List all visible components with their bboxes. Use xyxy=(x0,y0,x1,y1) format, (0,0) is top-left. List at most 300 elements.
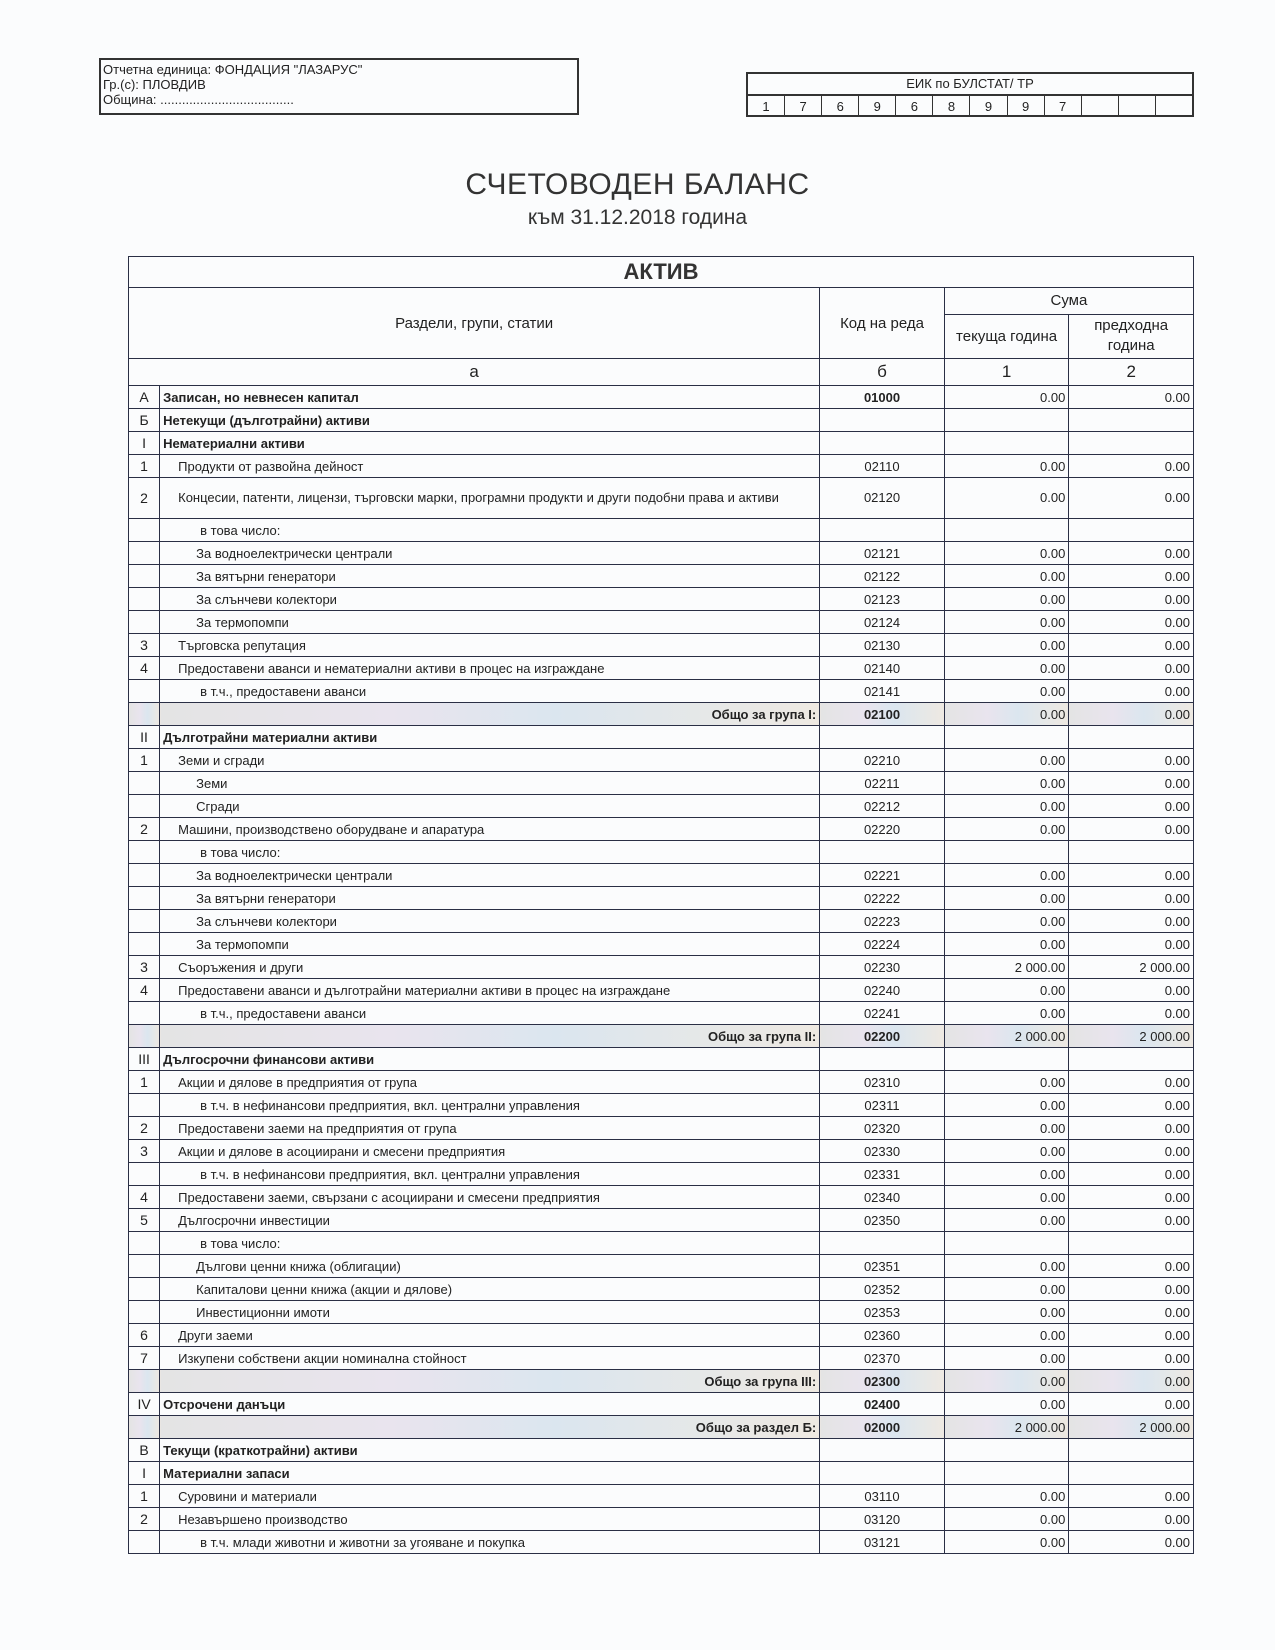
current-year-value xyxy=(944,841,1069,864)
current-year-value: 0.00 xyxy=(944,1209,1069,1232)
row-label: в това число: xyxy=(160,841,820,864)
row-label: в т.ч. млади животни и животни за угояване и покупка xyxy=(160,1531,820,1554)
row-label: За водноелектрически централи xyxy=(160,864,820,887)
eik-digit: 6 xyxy=(822,96,859,117)
row-label: Материални запаси xyxy=(160,1462,820,1485)
row-number xyxy=(129,1301,160,1324)
previous-year-value: 0.00 xyxy=(1069,864,1194,887)
document-title: СЧЕТОВОДЕН БАЛАНС xyxy=(465,168,810,201)
current-year-value: 0.00 xyxy=(944,703,1069,726)
row-number: 2 xyxy=(129,478,160,519)
current-year-value xyxy=(944,432,1069,455)
table-row xyxy=(129,386,1194,409)
row-code: 02352 xyxy=(820,1278,945,1301)
row-number xyxy=(129,1094,160,1117)
current-year-value: 2 000.00 xyxy=(944,956,1069,979)
row-label: Акции и дялове в предприятия от група xyxy=(160,1071,820,1094)
table-row xyxy=(129,611,1194,634)
eik-digit: 8 xyxy=(933,96,970,117)
row-code: 02360 xyxy=(820,1324,945,1347)
current-year-value xyxy=(944,409,1069,432)
row-number xyxy=(129,864,160,887)
row-label: в т.ч., предоставени аванси xyxy=(160,680,820,703)
table-row xyxy=(129,1255,1194,1278)
row-label: Сгради xyxy=(160,795,820,818)
row-label: За вятърни генератори xyxy=(160,565,820,588)
city-name: ПЛОВДИВ xyxy=(142,77,206,92)
current-year-value xyxy=(944,1232,1069,1255)
table-row xyxy=(129,455,1194,478)
current-year-value: 0.00 xyxy=(944,979,1069,1002)
previous-year-value: 0.00 xyxy=(1069,1094,1194,1117)
row-label: в т.ч. в нефинансови предприятия, вкл. централни управления xyxy=(160,1163,820,1186)
current-year-value: 0.00 xyxy=(944,455,1069,478)
table-row xyxy=(129,1071,1194,1094)
city-line: Гр.(с): ПЛОВДИВ xyxy=(103,77,206,92)
table-row xyxy=(129,1347,1194,1370)
row-code xyxy=(820,519,945,542)
previous-year-value: 0.00 xyxy=(1069,634,1194,657)
eik-box xyxy=(746,72,1194,117)
row-number xyxy=(129,565,160,588)
row-label: Предоставени аванси и нематериални активи в процес на изграждане xyxy=(160,657,820,680)
previous-year-value: 0.00 xyxy=(1069,749,1194,772)
row-number: 3 xyxy=(129,956,160,979)
row-number xyxy=(129,1416,160,1439)
row-code: 02400 xyxy=(820,1393,945,1416)
row-code: 02130 xyxy=(820,634,945,657)
previous-year-value: 0.00 xyxy=(1069,611,1194,634)
table-row xyxy=(129,1048,1194,1071)
table-row xyxy=(129,841,1194,864)
row-label: Отсрочени данъци xyxy=(160,1393,820,1416)
current-year-value: 0.00 xyxy=(944,887,1069,910)
row-number xyxy=(129,1278,160,1301)
row-number xyxy=(129,1232,160,1255)
col-letter-2: 2 xyxy=(1069,359,1194,386)
row-number xyxy=(129,1002,160,1025)
row-label: Предоставени заеми, свързани с асоциирани и смесени предприятия xyxy=(160,1186,820,1209)
row-number xyxy=(129,1025,160,1048)
previous-year-value: 2 000.00 xyxy=(1069,1416,1194,1439)
previous-year-value: 0.00 xyxy=(1069,1186,1194,1209)
current-year-value xyxy=(944,519,1069,542)
current-year-value: 0.00 xyxy=(944,933,1069,956)
col-header-code: Код на реда xyxy=(820,288,945,359)
row-code: 02320 xyxy=(820,1117,945,1140)
previous-year-value: 0.00 xyxy=(1069,1370,1194,1393)
table-row xyxy=(129,772,1194,795)
row-code: 02311 xyxy=(820,1094,945,1117)
current-year-value: 0.00 xyxy=(944,1163,1069,1186)
col-header-current: текуща година xyxy=(944,314,1069,358)
previous-year-value xyxy=(1069,726,1194,749)
row-code: 02120 xyxy=(820,478,945,519)
current-year-value: 0.00 xyxy=(944,1370,1069,1393)
row-code: 01000 xyxy=(820,386,945,409)
total-row xyxy=(129,703,1194,726)
column-letters-row xyxy=(129,359,1194,386)
eik-digit: 6 xyxy=(896,96,933,117)
row-label: Общо за група III: xyxy=(160,1370,820,1393)
current-year-value: 0.00 xyxy=(944,1301,1069,1324)
previous-year-value: 0.00 xyxy=(1069,933,1194,956)
row-number: 2 xyxy=(129,1508,160,1531)
row-code: 02241 xyxy=(820,1002,945,1025)
current-year-value: 2 000.00 xyxy=(944,1025,1069,1048)
table-row xyxy=(129,1462,1194,1485)
row-number xyxy=(129,542,160,565)
row-code: 02370 xyxy=(820,1347,945,1370)
table-row xyxy=(129,657,1194,680)
table-row xyxy=(129,1485,1194,1508)
row-label: Акции и дялове в асоциирани и смесени предприятия xyxy=(160,1140,820,1163)
current-year-value: 0.00 xyxy=(944,588,1069,611)
total-row xyxy=(129,1370,1194,1393)
row-number: 7 xyxy=(129,1347,160,1370)
current-year-value: 0.00 xyxy=(944,1278,1069,1301)
row-label: в т.ч. в нефинансови предприятия, вкл. централни управления xyxy=(160,1094,820,1117)
row-code: 02122 xyxy=(820,565,945,588)
row-label: Инвестиционни имоти xyxy=(160,1301,820,1324)
row-code: 02310 xyxy=(820,1071,945,1094)
row-code: 02222 xyxy=(820,887,945,910)
row-number: 5 xyxy=(129,1209,160,1232)
table-row xyxy=(129,1140,1194,1163)
entity-name: ФОНДАЦИЯ "ЛАЗАРУС" xyxy=(214,62,363,77)
row-label: За термопомпи xyxy=(160,933,820,956)
section-title: АКТИВ xyxy=(129,257,1194,288)
current-year-value: 0.00 xyxy=(944,1186,1069,1209)
table-row xyxy=(129,1117,1194,1140)
previous-year-value: 0.00 xyxy=(1069,1324,1194,1347)
table-row xyxy=(129,519,1194,542)
previous-year-value xyxy=(1069,519,1194,542)
row-number: I xyxy=(129,432,160,455)
row-code: 02331 xyxy=(820,1163,945,1186)
row-number: 3 xyxy=(129,634,160,657)
current-year-value: 0.00 xyxy=(944,772,1069,795)
row-label: Предоставени аванси и дълготрайни материални активи в процес на изграждане xyxy=(160,979,820,1002)
row-number: II xyxy=(129,726,160,749)
row-label: Незавършено производство xyxy=(160,1508,820,1531)
table-row xyxy=(129,1324,1194,1347)
row-number xyxy=(129,887,160,910)
table-row xyxy=(129,979,1194,1002)
table-row xyxy=(129,1439,1194,1462)
previous-year-value: 0.00 xyxy=(1069,1117,1194,1140)
previous-year-value: 0.00 xyxy=(1069,657,1194,680)
entity-line: Отчетна единица: ФОНДАЦИЯ "ЛАЗАРУС" xyxy=(103,62,363,77)
current-year-value: 0.00 xyxy=(944,1094,1069,1117)
row-number xyxy=(129,841,160,864)
previous-year-value xyxy=(1069,841,1194,864)
row-code xyxy=(820,1439,945,1462)
row-number: А xyxy=(129,386,160,409)
current-year-value: 0.00 xyxy=(944,864,1069,887)
row-number: 4 xyxy=(129,979,160,1002)
current-year-value: 0.00 xyxy=(944,1117,1069,1140)
row-label: Дългосрочни инвестиции xyxy=(160,1209,820,1232)
row-label: Суровини и материали xyxy=(160,1485,820,1508)
current-year-value: 0.00 xyxy=(944,1508,1069,1531)
current-year-value: 0.00 xyxy=(944,1531,1069,1554)
table-row xyxy=(129,1209,1194,1232)
row-code: 02351 xyxy=(820,1255,945,1278)
current-year-value: 0.00 xyxy=(944,478,1069,519)
current-year-value: 2 000.00 xyxy=(944,1416,1069,1439)
total-row xyxy=(129,1025,1194,1048)
row-label: Земи xyxy=(160,772,820,795)
row-code: 02141 xyxy=(820,680,945,703)
previous-year-value: 0.00 xyxy=(1069,1347,1194,1370)
previous-year-value xyxy=(1069,1462,1194,1485)
current-year-value: 0.00 xyxy=(944,542,1069,565)
previous-year-value xyxy=(1069,1048,1194,1071)
table-row xyxy=(129,478,1194,519)
row-number: 6 xyxy=(129,1324,160,1347)
current-year-value xyxy=(944,1462,1069,1485)
row-number: 1 xyxy=(129,1071,160,1094)
row-label: Дълготрайни материални активи xyxy=(160,726,820,749)
previous-year-value: 0.00 xyxy=(1069,1508,1194,1531)
previous-year-value: 0.00 xyxy=(1069,478,1194,519)
row-label: За слънчеви колектори xyxy=(160,588,820,611)
row-number: 1 xyxy=(129,749,160,772)
row-code: 02110 xyxy=(820,455,945,478)
row-number: 1 xyxy=(129,455,160,478)
balance-sheet-table xyxy=(128,256,1194,1554)
row-code xyxy=(820,432,945,455)
table-row xyxy=(129,1002,1194,1025)
row-code: 02230 xyxy=(820,956,945,979)
previous-year-value: 0.00 xyxy=(1069,910,1194,933)
row-number xyxy=(129,1370,160,1393)
table-row xyxy=(129,680,1194,703)
row-label: Продукти от развойна дейност xyxy=(160,455,820,478)
row-number xyxy=(129,588,160,611)
row-code: 02224 xyxy=(820,933,945,956)
row-code xyxy=(820,409,945,432)
eik-digit: 7 xyxy=(1045,96,1082,117)
row-code xyxy=(820,1462,945,1485)
row-code: 02240 xyxy=(820,979,945,1002)
row-number: IV xyxy=(129,1393,160,1416)
table-row xyxy=(129,634,1194,657)
table-row xyxy=(129,818,1194,841)
col-header-previous: предходна година xyxy=(1069,314,1194,358)
current-year-value: 0.00 xyxy=(944,1002,1069,1025)
current-year-value: 0.00 xyxy=(944,1485,1069,1508)
table-row xyxy=(129,1163,1194,1186)
previous-year-value: 0.00 xyxy=(1069,1140,1194,1163)
row-code: 02210 xyxy=(820,749,945,772)
current-year-value: 0.00 xyxy=(944,1393,1069,1416)
row-label: За термопомпи xyxy=(160,611,820,634)
table-row xyxy=(129,432,1194,455)
row-label: Нематериални активи xyxy=(160,432,820,455)
eik-digit xyxy=(1156,96,1192,117)
table-row xyxy=(129,795,1194,818)
current-year-value xyxy=(944,1048,1069,1071)
col-header-sum: Сума xyxy=(944,288,1193,315)
row-code: 02211 xyxy=(820,772,945,795)
row-number xyxy=(129,772,160,795)
total-row xyxy=(129,1416,1194,1439)
current-year-value: 0.00 xyxy=(944,611,1069,634)
previous-year-value: 0.00 xyxy=(1069,542,1194,565)
current-year-value: 0.00 xyxy=(944,657,1069,680)
eik-title: ЕИК по БУЛСТАТ/ ТР xyxy=(748,74,1192,96)
previous-year-value: 0.00 xyxy=(1069,1209,1194,1232)
row-number xyxy=(129,1531,160,1554)
current-year-value: 0.00 xyxy=(944,749,1069,772)
row-number xyxy=(129,1255,160,1278)
previous-year-value: 0.00 xyxy=(1069,386,1194,409)
previous-year-value: 0.00 xyxy=(1069,1163,1194,1186)
row-label: Капиталови ценни книжа (акции и дялове) xyxy=(160,1278,820,1301)
row-code: 02300 xyxy=(820,1370,945,1393)
previous-year-value xyxy=(1069,1439,1194,1462)
eik-digit: 7 xyxy=(785,96,822,117)
previous-year-value: 0.00 xyxy=(1069,1071,1194,1094)
table-row xyxy=(129,749,1194,772)
row-label: Концесии, патенти, лицензи, търговски марки, програмни продукти и други подобни права и активи xyxy=(160,478,820,519)
row-label: Дългови ценни книжа (облигации) xyxy=(160,1255,820,1278)
current-year-value: 0.00 xyxy=(944,1071,1069,1094)
row-number: 2 xyxy=(129,818,160,841)
table-row xyxy=(129,933,1194,956)
current-year-value: 0.00 xyxy=(944,818,1069,841)
row-label: За слънчеви колектори xyxy=(160,910,820,933)
eik-digits xyxy=(748,96,1192,117)
row-code: 02223 xyxy=(820,910,945,933)
table-row xyxy=(129,956,1194,979)
row-label: в това число: xyxy=(160,1232,820,1255)
row-code xyxy=(820,726,945,749)
previous-year-value: 0.00 xyxy=(1069,588,1194,611)
table-row xyxy=(129,1094,1194,1117)
current-year-value xyxy=(944,726,1069,749)
row-label: Общо за раздел Б: xyxy=(160,1416,820,1439)
previous-year-value: 0.00 xyxy=(1069,680,1194,703)
row-number xyxy=(129,680,160,703)
row-code xyxy=(820,1232,945,1255)
row-number xyxy=(129,1163,160,1186)
row-label: Търговска репутация xyxy=(160,634,820,657)
eik-digit: 1 xyxy=(748,96,785,117)
row-label: За водноелектрически централи xyxy=(160,542,820,565)
previous-year-value: 2 000.00 xyxy=(1069,1025,1194,1048)
previous-year-value: 2 000.00 xyxy=(1069,956,1194,979)
row-number: 4 xyxy=(129,1186,160,1209)
col-letter-a: а xyxy=(129,359,820,386)
previous-year-value: 0.00 xyxy=(1069,1255,1194,1278)
row-label: Общо за група I: xyxy=(160,703,820,726)
row-label: Предоставени заеми на предприятия от група xyxy=(160,1117,820,1140)
eik-digit: 9 xyxy=(1008,96,1045,117)
document-subtitle: към 31.12.2018 година xyxy=(527,206,748,229)
row-code: 02221 xyxy=(820,864,945,887)
row-code: 03110 xyxy=(820,1485,945,1508)
row-code: 02330 xyxy=(820,1140,945,1163)
current-year-value: 0.00 xyxy=(944,1324,1069,1347)
table-row xyxy=(129,565,1194,588)
table-row xyxy=(129,910,1194,933)
row-code: 02350 xyxy=(820,1209,945,1232)
row-number: 4 xyxy=(129,657,160,680)
row-number: I xyxy=(129,1462,160,1485)
row-number: 2 xyxy=(129,1117,160,1140)
row-code: 02340 xyxy=(820,1186,945,1209)
row-code: 02140 xyxy=(820,657,945,680)
row-label: Изкупени собствени акции номинална стойност xyxy=(160,1347,820,1370)
row-label: Други заеми xyxy=(160,1324,820,1347)
row-number xyxy=(129,795,160,818)
row-number xyxy=(129,611,160,634)
section-header-row xyxy=(129,257,1194,288)
previous-year-value: 0.00 xyxy=(1069,1278,1194,1301)
row-label: Общо за група II: xyxy=(160,1025,820,1048)
row-code: 02353 xyxy=(820,1301,945,1324)
current-year-value: 0.00 xyxy=(944,386,1069,409)
row-code: 02000 xyxy=(820,1416,945,1439)
previous-year-value: 0.00 xyxy=(1069,772,1194,795)
eik-digit: 9 xyxy=(859,96,896,117)
table-row xyxy=(129,1301,1194,1324)
table-row xyxy=(129,1232,1194,1255)
previous-year-value: 0.00 xyxy=(1069,795,1194,818)
previous-year-value xyxy=(1069,409,1194,432)
row-code xyxy=(820,841,945,864)
column-header-row xyxy=(129,288,1194,315)
row-number xyxy=(129,519,160,542)
previous-year-value: 0.00 xyxy=(1069,979,1194,1002)
previous-year-value: 0.00 xyxy=(1069,455,1194,478)
row-code: 03121 xyxy=(820,1531,945,1554)
previous-year-value: 0.00 xyxy=(1069,887,1194,910)
table-row xyxy=(129,1531,1194,1554)
row-code: 02100 xyxy=(820,703,945,726)
row-number: III xyxy=(129,1048,160,1071)
table-row xyxy=(129,864,1194,887)
table-row xyxy=(129,1393,1194,1416)
row-code: 02123 xyxy=(820,588,945,611)
current-year-value: 0.00 xyxy=(944,565,1069,588)
previous-year-value: 0.00 xyxy=(1069,1301,1194,1324)
eik-digit xyxy=(1082,96,1119,117)
current-year-value: 0.00 xyxy=(944,795,1069,818)
row-code: 02200 xyxy=(820,1025,945,1048)
row-label: в т.ч., предоставени аванси xyxy=(160,1002,820,1025)
previous-year-value: 0.00 xyxy=(1069,1485,1194,1508)
current-year-value: 0.00 xyxy=(944,910,1069,933)
row-number: 3 xyxy=(129,1140,160,1163)
table-row xyxy=(129,1508,1194,1531)
row-number xyxy=(129,933,160,956)
row-label: Дългосрочни финансови активи xyxy=(160,1048,820,1071)
current-year-value: 0.00 xyxy=(944,634,1069,657)
eik-digit: 9 xyxy=(970,96,1007,117)
previous-year-value: 0.00 xyxy=(1069,565,1194,588)
row-label: Съоръжения и други xyxy=(160,956,820,979)
table-row xyxy=(129,726,1194,749)
col-header-items: Раздели, групи, статии xyxy=(129,288,820,359)
previous-year-value: 0.00 xyxy=(1069,1531,1194,1554)
eik-digit xyxy=(1119,96,1156,117)
previous-year-value: 0.00 xyxy=(1069,1393,1194,1416)
table-row xyxy=(129,588,1194,611)
